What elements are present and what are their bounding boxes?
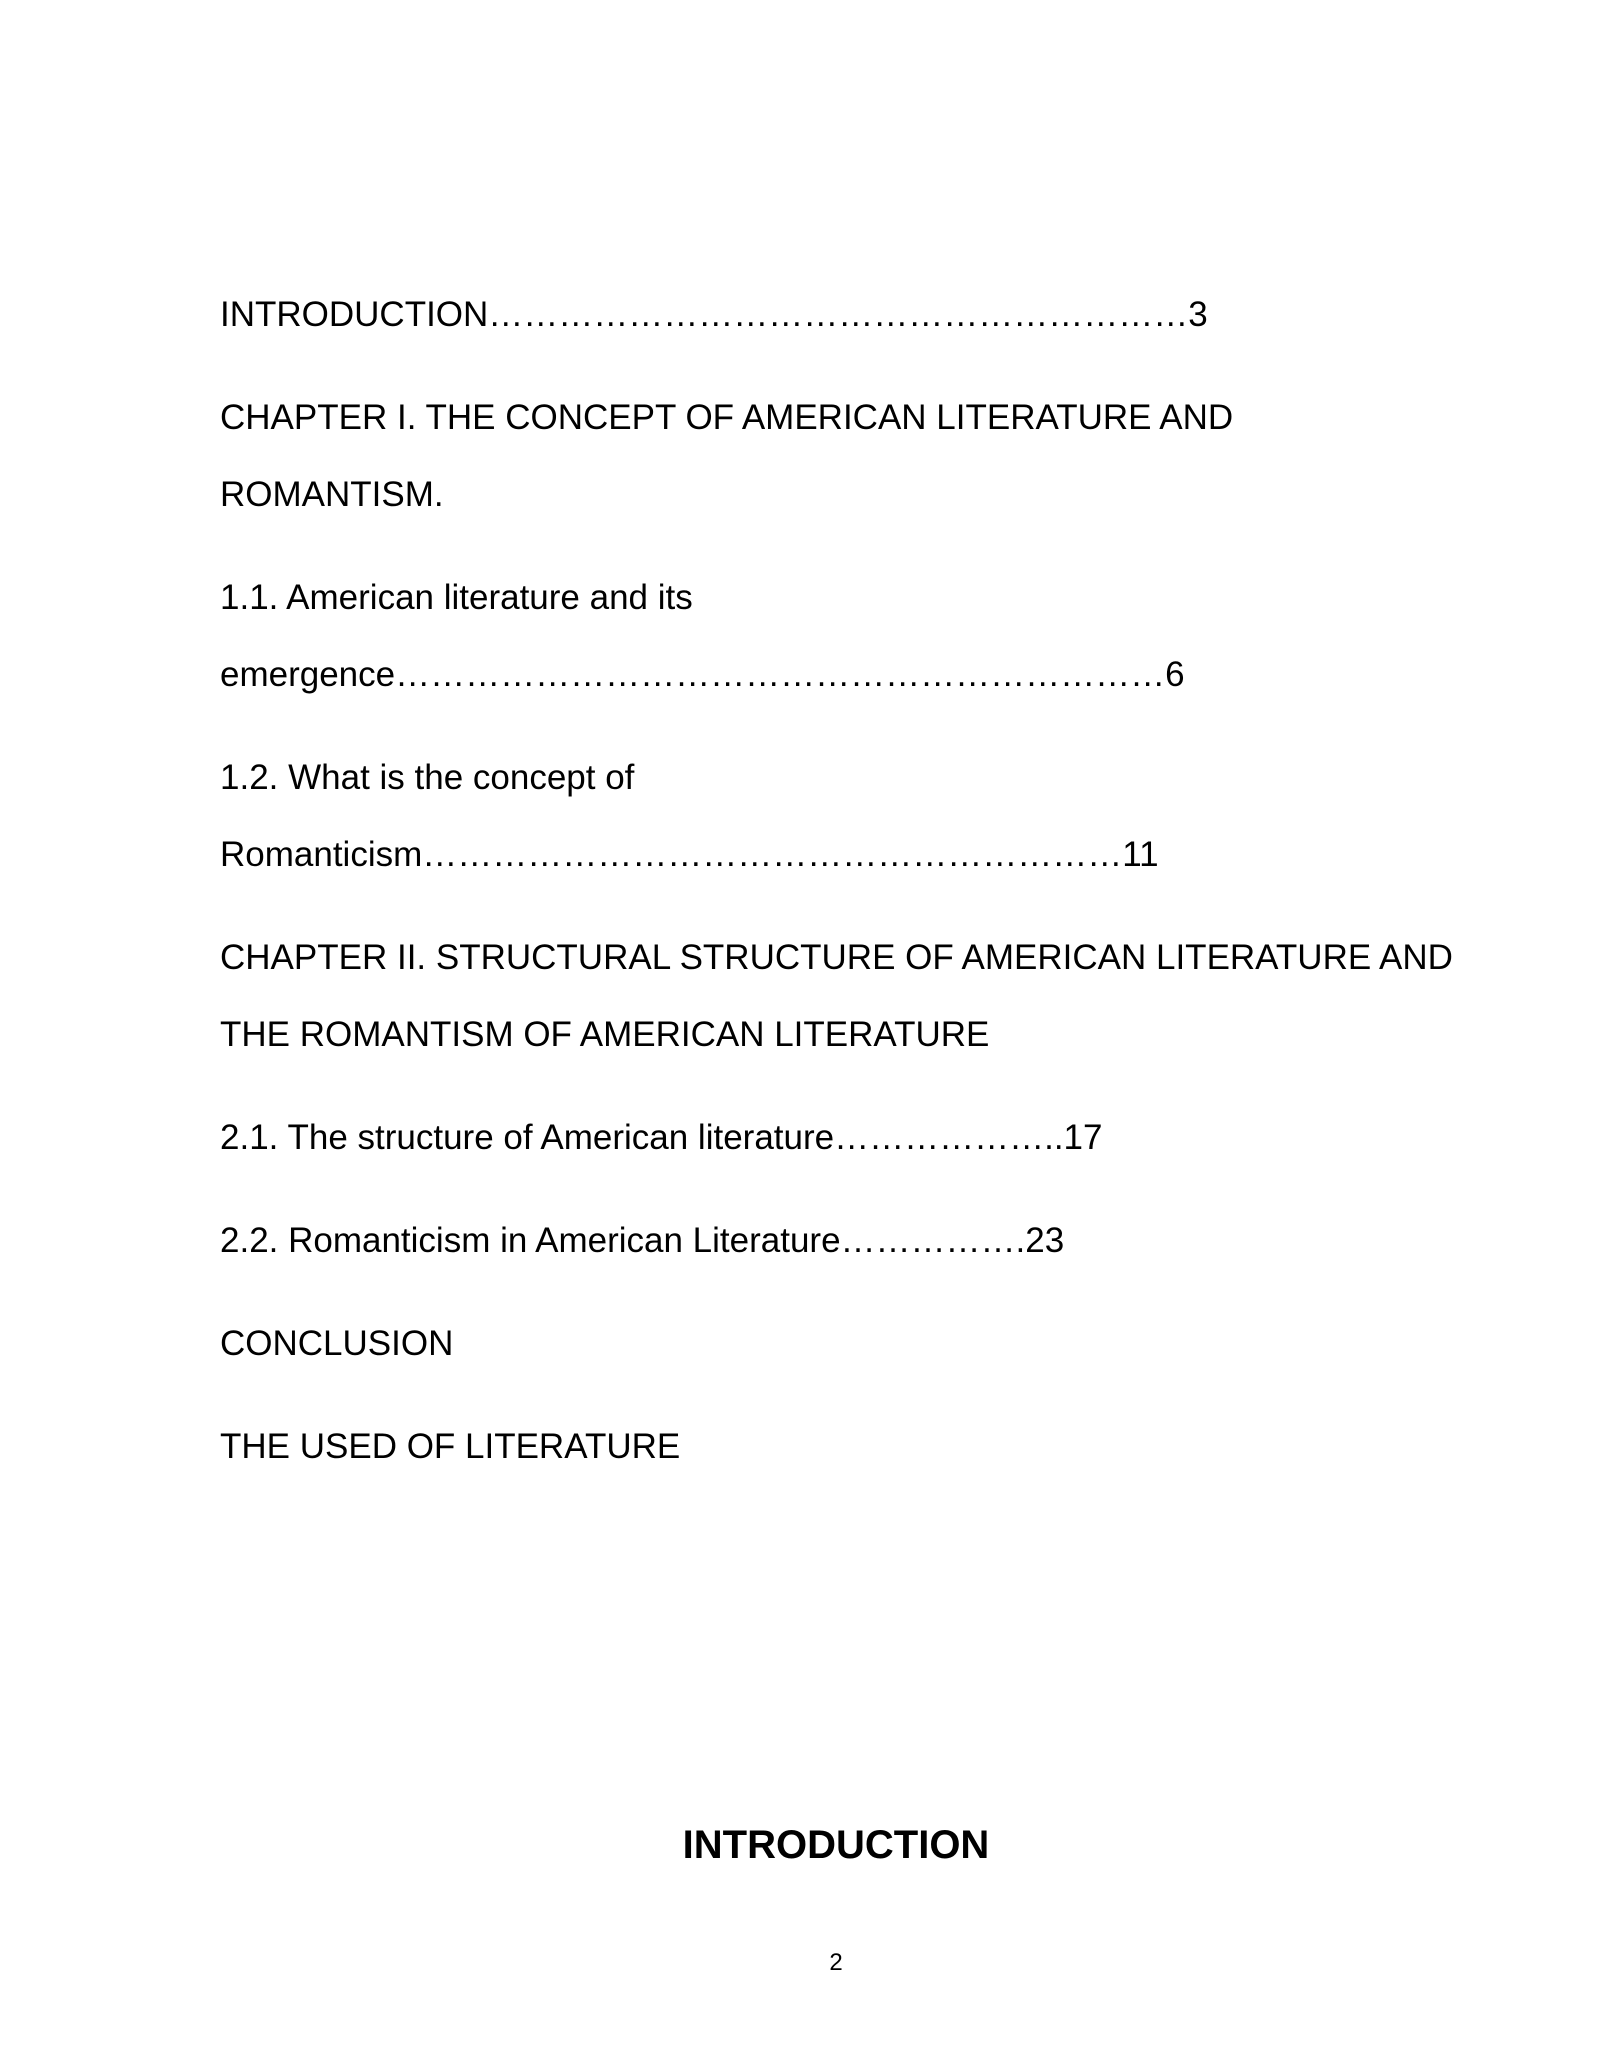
toc-line: 1.2. What is the concept of	[220, 758, 635, 797]
toc-line: THE ROMANTISM OF AMERICAN LITERATURE	[220, 1015, 990, 1054]
toc-entry-1-2	[220, 739, 1440, 893]
table-of-contents	[220, 276, 1453, 1511]
toc-line: INTRODUCTION……………………………………………………3	[220, 295, 1208, 334]
toc-entry-literature	[220, 1408, 1440, 1485]
toc-entry-conclusion	[220, 1305, 1440, 1382]
toc-line: THE USED OF LITERATURE	[220, 1427, 681, 1466]
toc-entry-chapter-1	[220, 379, 1440, 533]
section-heading: INTRODUCTION	[682, 1823, 990, 1867]
toc-line: emergence…………………………………………………………6	[220, 655, 1185, 694]
toc-line: Romanticism……………………………………………………11	[220, 835, 1159, 874]
toc-line: 2.2. Romanticism in American Literature…………….23	[220, 1221, 1065, 1260]
toc-entry-1-1	[220, 559, 1440, 713]
toc-entry-introduction	[220, 276, 1440, 353]
toc-entry-chapter-2	[220, 919, 1453, 1073]
toc-line: ROMANTISM.	[220, 475, 444, 514]
toc-entry-2-1	[220, 1099, 1440, 1176]
toc-line: CHAPTER I. THE CONCEPT OF AMERICAN LITERATURE AND	[220, 398, 1234, 437]
page-number: 2	[829, 1949, 843, 1976]
toc-line: CONCLUSION	[220, 1324, 454, 1363]
toc-line: 1.1. American literature and its	[220, 578, 693, 617]
toc-entry-2-2	[220, 1202, 1440, 1279]
toc-line: 2.1. The structure of American literature………………..17	[220, 1118, 1103, 1157]
toc-line: CHAPTER II. STRUCTURAL STRUCTURE OF AMERICAN LITERATURE AND	[220, 938, 1453, 977]
